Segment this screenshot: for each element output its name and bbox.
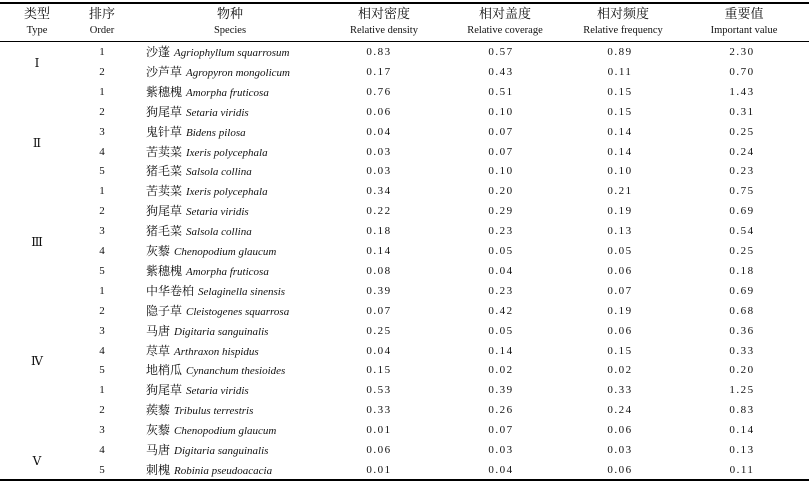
importance-value-cell: 0.14 — [729, 424, 755, 437]
relative-density-cell: 0.04 — [366, 344, 392, 357]
header-density — [334, 5, 434, 39]
order-cell: 5 — [99, 463, 105, 476]
order-cell: 1 — [99, 85, 105, 98]
order-cell: 1 — [99, 384, 105, 397]
species-cell — [146, 43, 346, 63]
importance-value-cell: 0.83 — [729, 404, 755, 417]
order-cell: 1 — [99, 284, 105, 297]
species-chinese-name: 猪毛菜 — [146, 224, 183, 239]
species-latin-name: Cynanchum thesioides — [186, 365, 286, 378]
species-latin-name: Amorpha fruticosa — [186, 265, 269, 278]
importance-value-cell: 0.70 — [729, 65, 755, 78]
species-chinese-name: 灰藜 — [146, 244, 171, 258]
species-chinese-name: 荩草 — [146, 343, 171, 358]
table-row — [0, 182, 809, 202]
table-row — [0, 322, 809, 342]
species-latin-name: Agriophyllum squarrosum — [174, 47, 290, 59]
species-chinese-name: 马唐 — [146, 443, 171, 457]
relative-frequency-cell: 0.19 — [607, 304, 633, 317]
relative-density-cell: 0.39 — [366, 284, 392, 297]
table-row — [0, 282, 809, 302]
importance-value-cell: 1.43 — [729, 85, 755, 98]
relative-frequency-cell: 0.89 — [607, 46, 633, 58]
order-cell: 4 — [99, 145, 105, 158]
relative-frequency-cell: 0.15 — [607, 344, 633, 357]
header-importance-zh: 重要值 — [724, 6, 764, 21]
table-row — [0, 242, 809, 262]
importance-value-cell: 0.13 — [729, 444, 755, 456]
species-latin-name: Robinia pseudoacacia — [174, 464, 273, 477]
order-cell: 4 — [99, 344, 105, 357]
species-latin-name: Setaria viridis — [186, 385, 249, 398]
table-row — [0, 43, 809, 63]
relative-density-cell: 0.34 — [366, 185, 392, 198]
species-cell — [146, 202, 346, 222]
order-cell: 2 — [99, 404, 105, 417]
relative-frequency-cell: 0.10 — [607, 165, 633, 178]
relative-density-cell: 0.03 — [366, 165, 392, 178]
species-chinese-name: 中华卷柏 — [146, 283, 195, 298]
species-latin-name: Amorpha fruticosa — [186, 86, 269, 99]
relative-coverage-cell: 0.04 — [488, 264, 514, 277]
species-latin-name: Digitaria sanguinalis — [174, 445, 269, 457]
header-type — [22, 5, 52, 39]
species-latin-name: Setaria viridis — [186, 206, 249, 219]
species-cell — [146, 322, 346, 342]
importance-value-cell: 2.30 — [729, 46, 755, 58]
species-chinese-name: 狗尾草 — [146, 104, 183, 119]
importance-value-cell: 0.33 — [729, 344, 755, 357]
relative-density-cell: 0.01 — [366, 463, 392, 476]
header-order-zh: 排序 — [88, 6, 115, 21]
species-chinese-name: 沙芦草 — [146, 64, 183, 79]
species-latin-name: Chenopodium glaucum — [174, 246, 277, 258]
relative-frequency-cell: 0.33 — [607, 384, 633, 397]
relative-density-cell: 0.07 — [366, 304, 392, 317]
header-order — [82, 5, 122, 39]
relative-frequency-cell: 0.06 — [607, 324, 633, 337]
species-cell — [146, 123, 346, 143]
importance-value-cell: 0.18 — [729, 264, 755, 277]
order-cell: 4 — [99, 245, 105, 257]
header-species-zh: 物种 — [216, 6, 243, 21]
species-cell — [146, 401, 346, 421]
order-cell: 2 — [99, 105, 105, 118]
species-cell — [146, 182, 346, 202]
species-cell — [146, 282, 346, 302]
importance-value-cell: 0.69 — [729, 284, 755, 297]
species-latin-name: Bidens pilosa — [186, 126, 246, 139]
order-cell: 3 — [99, 324, 105, 337]
order-cell: 2 — [99, 65, 105, 78]
table-row — [0, 441, 809, 461]
header-frequency — [568, 5, 678, 39]
table-row — [0, 123, 809, 143]
relative-density-cell: 0.14 — [366, 245, 392, 257]
table-row — [0, 103, 809, 123]
species-latin-name: Chenopodium glaucum — [174, 425, 277, 438]
species-latin-name: Selaginella sinensis — [198, 285, 286, 298]
species-cell — [146, 103, 346, 123]
species-cell — [146, 421, 346, 441]
table-row — [0, 342, 809, 362]
relative-coverage-cell: 0.29 — [488, 205, 514, 218]
relative-frequency-cell: 0.14 — [607, 145, 633, 158]
relative-density-cell: 0.33 — [366, 404, 392, 417]
relative-frequency-cell: 0.03 — [607, 444, 633, 456]
table-row — [0, 302, 809, 322]
relative-coverage-cell: 0.07 — [488, 424, 514, 437]
table-row — [0, 63, 809, 83]
relative-frequency-cell: 0.05 — [607, 245, 633, 257]
species-cell — [146, 242, 346, 262]
relative-coverage-cell: 0.05 — [488, 245, 514, 257]
species-chinese-name: 刺槐 — [146, 462, 171, 477]
relative-frequency-cell: 0.13 — [607, 225, 633, 238]
importance-value-cell: 0.54 — [729, 225, 755, 238]
species-chinese-name: 紫穗槐 — [146, 263, 183, 278]
species-cell — [146, 63, 346, 83]
relative-frequency-cell: 0.06 — [607, 264, 633, 277]
species-latin-name: Ixeris polycephala — [186, 146, 268, 159]
importance-value-cell: 0.36 — [729, 324, 755, 337]
relative-coverage-cell: 0.23 — [488, 225, 514, 238]
relative-frequency-cell: 0.11 — [607, 65, 633, 78]
table-row — [0, 143, 809, 163]
header-species — [180, 5, 280, 39]
importance-value-cell: 0.11 — [729, 463, 755, 476]
species-chinese-name: 苦荬菜 — [146, 184, 183, 199]
species-chinese-name: 蒺藜 — [146, 403, 171, 418]
order-cell: 2 — [99, 304, 105, 317]
relative-frequency-cell: 0.06 — [607, 463, 633, 476]
species-cell — [146, 342, 346, 362]
order-cell: 3 — [99, 225, 105, 238]
table-row — [0, 162, 809, 182]
relative-density-cell: 0.53 — [366, 384, 392, 397]
species-latin-name: Salsola collina — [186, 166, 252, 179]
type-label: Ⅲ — [31, 235, 43, 250]
relative-frequency-cell: 0.02 — [607, 364, 633, 377]
species-chinese-name: 狗尾草 — [146, 204, 183, 219]
relative-density-cell: 0.18 — [366, 225, 392, 238]
species-cell — [146, 381, 346, 401]
species-cell — [146, 361, 346, 381]
relative-frequency-cell: 0.15 — [607, 105, 633, 118]
order-cell: 5 — [99, 264, 105, 277]
relative-frequency-cell: 0.06 — [607, 424, 633, 437]
importance-value-cell: 0.75 — [729, 185, 755, 198]
importance-value-cell: 1.25 — [729, 384, 755, 397]
header-coverage-en: Relative coverage — [467, 25, 543, 36]
header-coverage — [452, 5, 558, 39]
relative-coverage-cell: 0.39 — [488, 384, 514, 397]
relative-coverage-cell: 0.42 — [488, 304, 514, 317]
relative-density-cell: 0.17 — [366, 65, 392, 78]
species-chinese-name: 隐子草 — [146, 303, 183, 318]
relative-density-cell: 0.08 — [366, 264, 392, 277]
table-row — [0, 381, 809, 401]
species-chinese-name: 鬼针草 — [146, 124, 183, 139]
relative-coverage-cell: 0.20 — [488, 185, 514, 198]
relative-frequency-cell: 0.24 — [607, 404, 633, 417]
header-importance-en: Important value — [710, 25, 778, 36]
relative-coverage-cell: 0.43 — [488, 65, 514, 78]
relative-density-cell: 0.03 — [366, 145, 392, 158]
relative-coverage-cell: 0.26 — [488, 404, 514, 417]
relative-coverage-cell: 0.07 — [488, 145, 514, 158]
relative-coverage-cell: 0.10 — [488, 165, 514, 178]
table-row — [0, 222, 809, 242]
relative-coverage-cell: 0.10 — [488, 105, 514, 118]
species-latin-name: Setaria viridis — [186, 106, 249, 119]
relative-coverage-cell: 0.23 — [488, 284, 514, 297]
species-chinese-name: 猪毛菜 — [146, 164, 183, 179]
importance-value-cell: 0.20 — [729, 364, 755, 377]
species-cell — [146, 262, 346, 282]
relative-coverage-cell: 0.07 — [488, 125, 514, 138]
header-density-en: Relative density — [350, 25, 418, 36]
species-latin-name: Cleistogenes squarrosa — [186, 305, 290, 318]
relative-coverage-cell: 0.57 — [488, 46, 514, 58]
species-latin-name: Arthraxon hispidus — [174, 345, 259, 358]
species-latin-name: Salsola collina — [186, 226, 252, 239]
species-cell — [146, 441, 346, 461]
species-cell — [146, 143, 346, 163]
relative-coverage-cell: 0.51 — [488, 85, 514, 98]
relative-coverage-cell: 0.03 — [488, 444, 514, 456]
species-chinese-name: 地梢瓜 — [146, 363, 183, 378]
header-coverage-zh: 相对盖度 — [478, 6, 531, 21]
relative-density-cell: 0.25 — [366, 324, 392, 337]
species-chinese-name: 紫穗槐 — [146, 84, 183, 99]
relative-coverage-cell: 0.14 — [488, 344, 514, 357]
species-latin-name: Agropyron mongolicum — [186, 66, 290, 79]
table-row — [0, 83, 809, 103]
table-row — [0, 401, 809, 421]
relative-density-cell: 0.22 — [366, 205, 392, 218]
relative-density-cell: 0.01 — [366, 424, 392, 437]
order-cell: 3 — [99, 125, 105, 138]
header-density-zh: 相对密度 — [357, 6, 410, 21]
relative-frequency-cell: 0.07 — [607, 284, 633, 297]
species-cell — [146, 83, 346, 103]
species-cell — [146, 302, 346, 322]
importance-value-cell: 0.25 — [729, 245, 755, 257]
relative-frequency-cell: 0.15 — [607, 85, 633, 98]
species-latin-name: Tribulus terrestris — [174, 405, 254, 418]
relative-density-cell: 0.06 — [366, 105, 392, 118]
header-frequency-en: Relative frequency — [583, 25, 663, 36]
table-row — [0, 361, 809, 381]
species-chinese-name: 苦荬菜 — [146, 144, 183, 159]
relative-frequency-cell: 0.19 — [607, 205, 633, 218]
species-latin-name: Ixeris polycephala — [186, 186, 268, 199]
species-chinese-name: 沙蓬 — [146, 45, 171, 59]
importance-value-cell: 0.23 — [729, 165, 755, 178]
species-chinese-name: 马唐 — [146, 323, 171, 338]
order-cell: 2 — [99, 205, 105, 218]
order-cell: 5 — [99, 165, 105, 178]
importance-value-cell: 0.68 — [729, 304, 755, 317]
importance-value-cell: 0.31 — [729, 105, 755, 118]
type-label: Ⅰ — [34, 55, 40, 70]
table-row — [0, 202, 809, 222]
species-chinese-name: 灰藜 — [146, 423, 171, 438]
relative-density-cell: 0.76 — [366, 85, 392, 98]
order-cell: 5 — [99, 364, 105, 377]
species-cell — [146, 461, 346, 481]
type-label: Ⅳ — [31, 354, 43, 369]
table-row — [0, 262, 809, 282]
relative-coverage-cell: 0.04 — [488, 463, 514, 476]
importance-value-cell: 0.24 — [729, 145, 755, 158]
type-label: Ⅱ — [32, 135, 42, 150]
header-importance — [694, 5, 794, 39]
importance-value-cell: 0.69 — [729, 205, 755, 218]
header-order-en: Order — [89, 25, 115, 36]
order-cell: 4 — [99, 444, 105, 456]
relative-density-cell: 0.15 — [366, 364, 392, 377]
species-latin-name: Digitaria sanguinalis — [174, 325, 269, 338]
order-cell: 1 — [99, 185, 105, 198]
relative-frequency-cell: 0.14 — [607, 125, 633, 138]
order-cell: 1 — [99, 46, 105, 58]
species-cell — [146, 162, 346, 182]
species-chinese-name: 狗尾草 — [146, 383, 183, 398]
relative-density-cell: 0.04 — [366, 125, 392, 138]
header-species-en: Species — [213, 25, 247, 36]
relative-density-cell: 0.06 — [366, 444, 392, 456]
relative-frequency-cell: 0.21 — [607, 185, 633, 198]
table-row — [0, 461, 809, 481]
table-header-rule — [0, 41, 809, 42]
header-type-zh: 类型 — [23, 6, 50, 21]
order-cell: 3 — [99, 424, 105, 437]
relative-density-cell: 0.83 — [366, 46, 392, 58]
relative-coverage-cell: 0.05 — [488, 324, 514, 337]
table-top-rule — [0, 2, 809, 4]
header-frequency-zh: 相对频度 — [596, 6, 649, 21]
table-row — [0, 421, 809, 441]
type-label: Ⅴ — [32, 453, 42, 468]
header-type-en: Type — [26, 25, 48, 36]
importance-value-cell: 0.25 — [729, 125, 755, 138]
relative-coverage-cell: 0.02 — [488, 364, 514, 377]
species-cell — [146, 222, 346, 242]
